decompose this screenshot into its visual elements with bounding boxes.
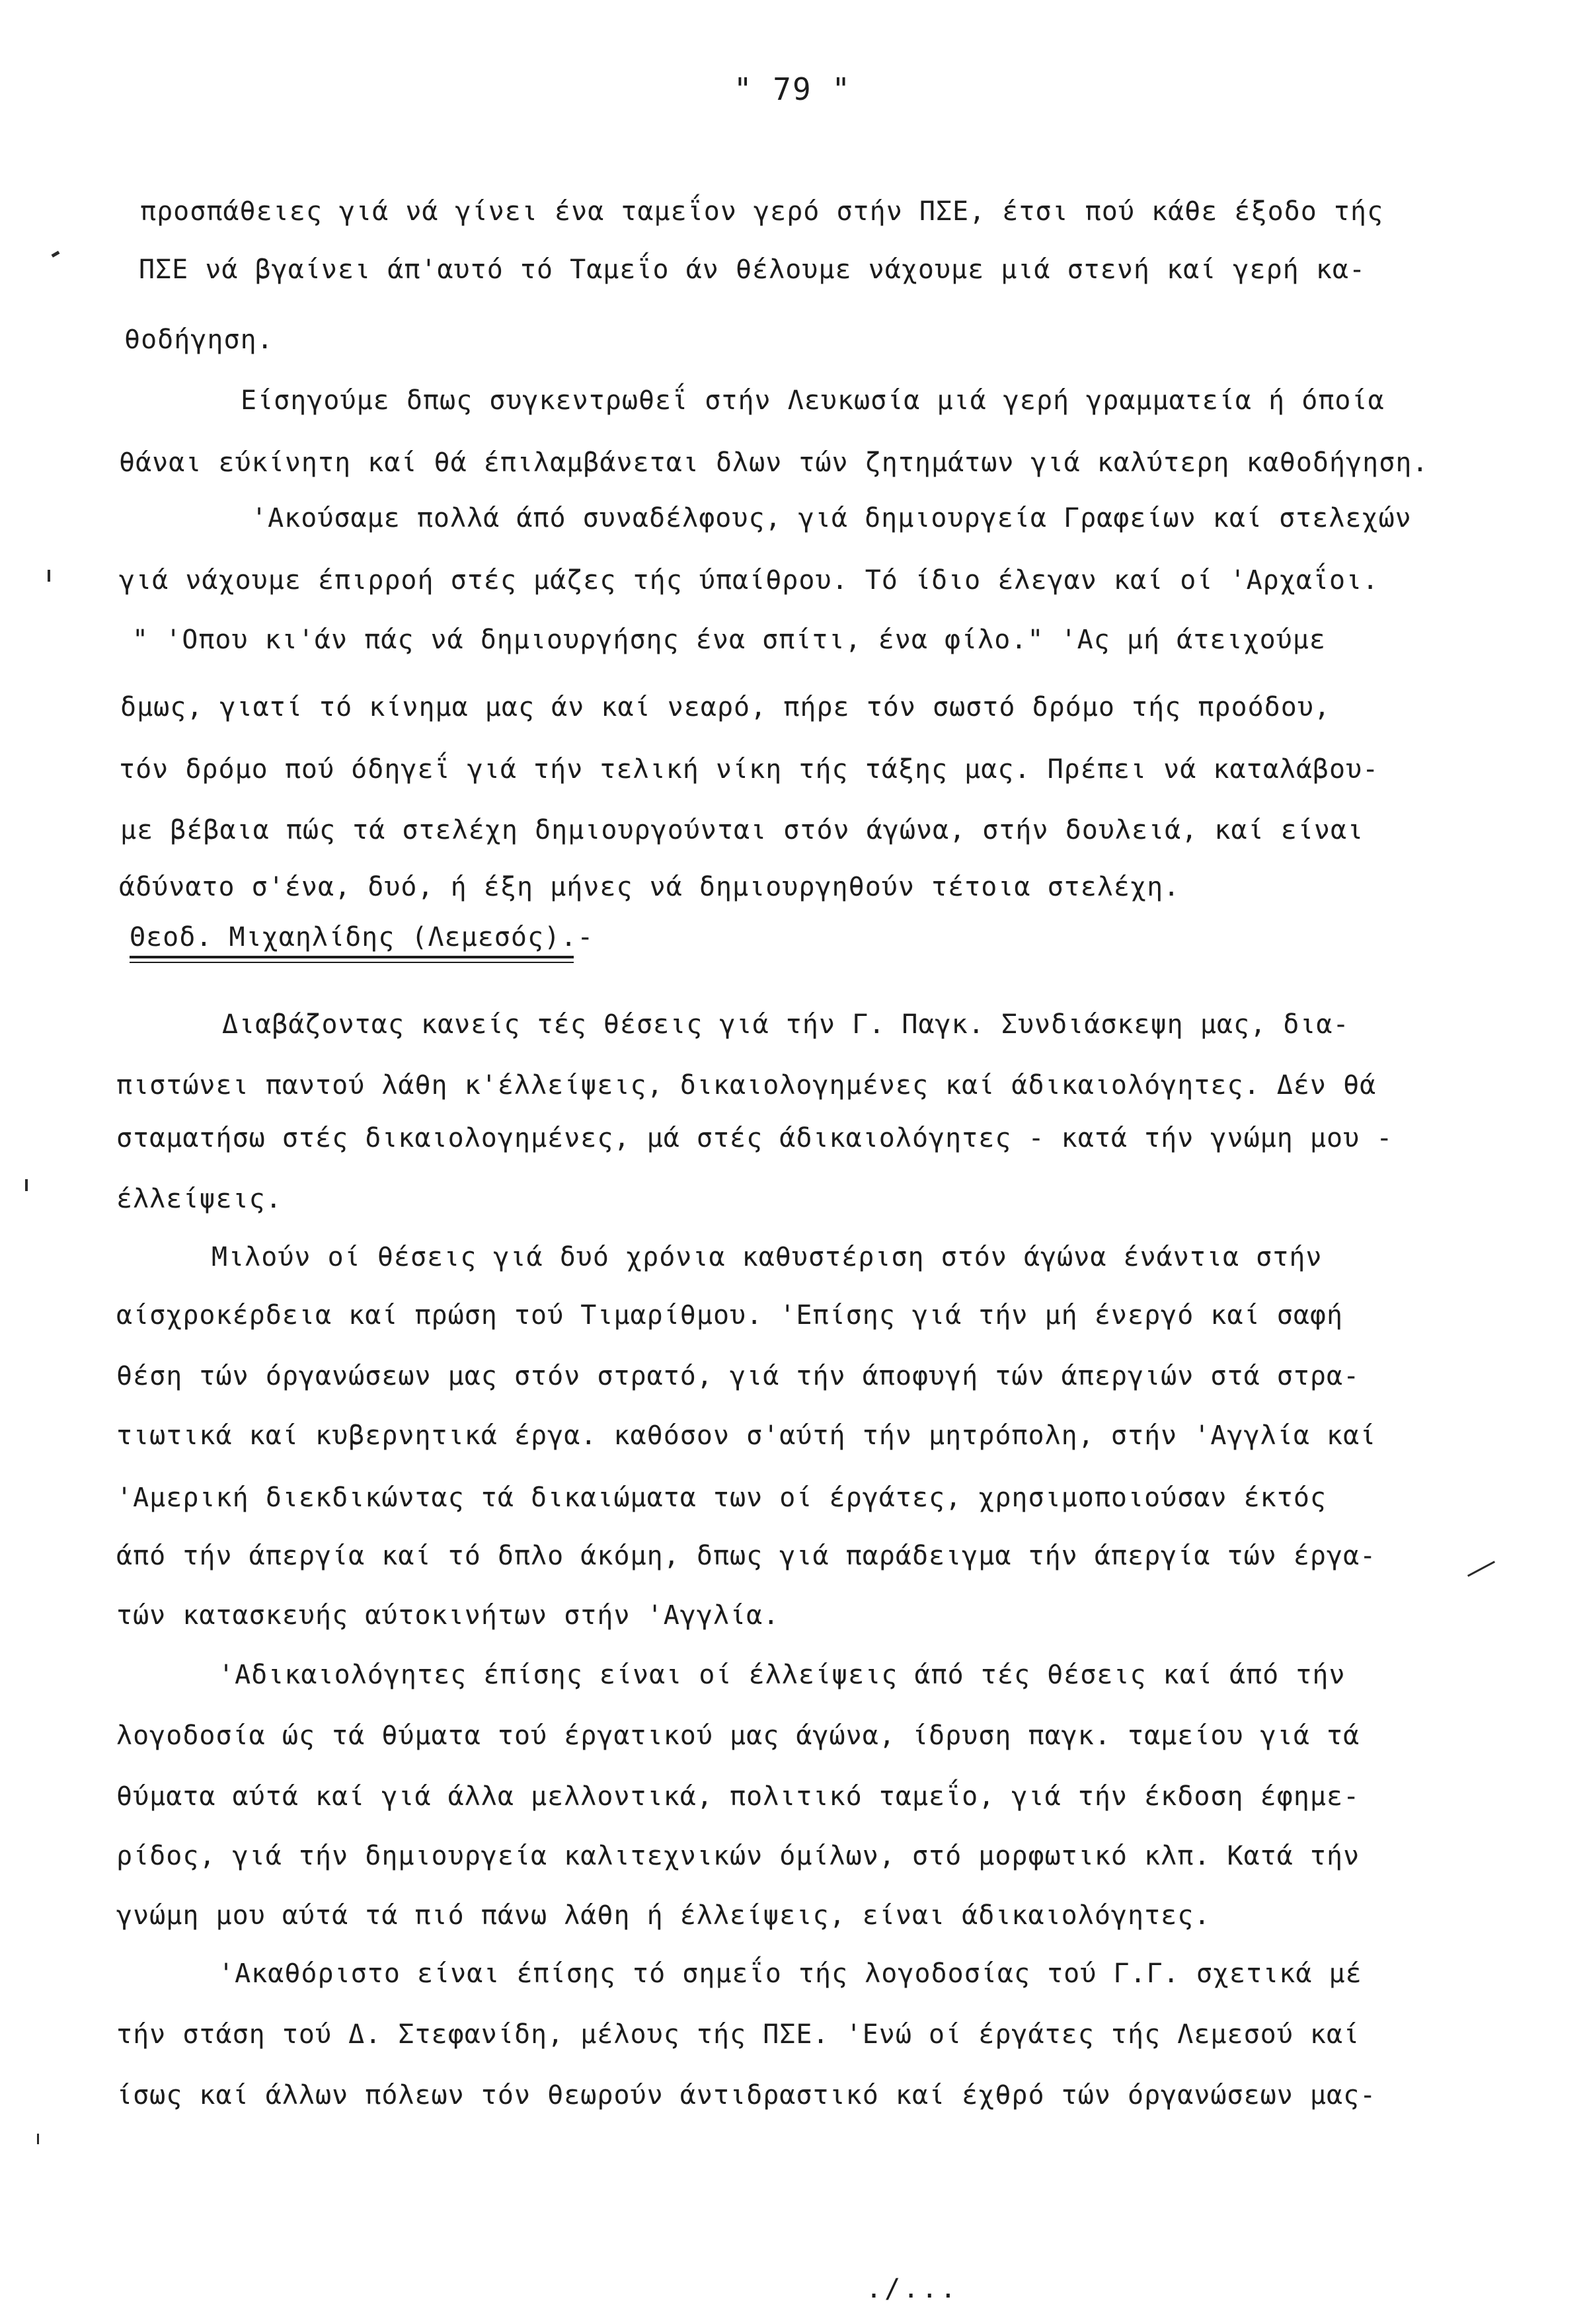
text-line: ρίδος, γιά τήν δημιουργεία καλιτεχνικών όμίλων, στό μορφωτικό κλπ. Κατά τήν [116,1841,1360,1871]
text-line: θάναι εύκίνητη καί θά έπιλαμβάνεται δλων τών ζητημάτων γιά καλύτερη καθοδήγηση. [119,447,1429,478]
margin-mark [37,2134,39,2144]
page-number: " 79 " [733,71,852,107]
text-line: θύματα αύτά καί γιά άλλα μελλοντικά, πολιτικό ταμεΐο, γιά τήν έκδοση έφημε- [116,1781,1360,1812]
speaker-underline [130,956,574,958]
text-line: " 'Οπου κι'άν πάς νά δημιουργήσης ένα σπίτι, ένα φίλο." 'Ας μή άτειχούμε [132,625,1326,655]
text-line: σταματήσω στές δικαιολογημένες, μά στές άδικαιολόγητες - κατά τήν γνώμη μου - [116,1123,1393,1153]
text-line: Μιλούν οί θέσεις γιά δυό χρόνια καθυστέριση στόν άγώνα ένάντια στήν [212,1242,1323,1272]
text-line: άπό τήν άπεργία καί τό δπλο άκόμη, δπως γιά παράδειγμα τήν άπεργία τών έργα- [116,1541,1377,1571]
text-line: ίσως καί άλλων πόλεων τόν θεωρούν άντιδραστικό καί έχθρό τών όργανώσεων μας- [116,2080,1377,2111]
text-line: τήν στάση τού Δ. Στεφανίδη, μέλους τής ΠΣΕ. 'Ενώ οί έργάτες τής Λεμεσού καί [116,2019,1360,2050]
text-line: τόν δρόμο πού όδηγεΐ γιά τήν τελική νίκη τής τάξης μας. Πρέπει νά καταλάβου- [119,754,1379,785]
speaker-underline [130,962,574,963]
text-line: 'Αμερική διεκδικώντας τά δικαιώματα των οί έργάτες, χρησιμοποιούσαν έκτός [116,1483,1327,1513]
margin-mark [25,1179,28,1191]
text-line: αίσχροκέρδεια καί πρώση τού Τιμαρίθμου. 'Επίσης γιά τήν μή ένεργό καί σαφή [116,1300,1344,1331]
text-line: 'Ακούσαμε πολλά άπό συναδέλφους, γιά δημιουργεία Γραφείων καί στελεχών [251,503,1412,533]
text-line: Είσηγούμε δπως συγκεντρωθεΐ στήν Λευκωσία μιά γερή γραμματεία ή όποία [241,385,1385,416]
text-line: με βέβαια πώς τά στελέχη δημιουργούνται στόν άγώνα, στήν δουλειά, καί είναι [120,815,1364,845]
text-line: τιωτικά καί κυβερνητικά έργα. καθόσον σ'αύτή τήν μητρόπολη, στήν 'Αγγλία καί [116,1420,1377,1451]
text-line: τών κατασκευής αύτοκινήτων στήν 'Αγγλία. [116,1600,780,1631]
margin-mark [1467,1561,1495,1576]
margin-mark [52,251,60,257]
text-line: γνώμη μου αύτά τά πιό πάνω λάθη ή έλλείψεις, είναι άδικαιολόγητες. [116,1900,1211,1931]
continuation-mark: ./... [866,2274,959,2304]
text-line: δμως, γιατί τό κίνημα μας άν καί νεαρό, πήρε τόν σωστό δρόμο τής προόδου, [120,692,1331,722]
margin-mark [48,570,50,582]
text-line: γιά νάχουμε έπιρροή στές μάζες τής ύπαίθρου. Τό ίδιο έλεγαν καί οί 'Αρχαΐοι. [119,565,1379,596]
text-line: πιστώνει παντού λάθη κ'έλλείψεις, δικαιολογημένες καί άδικαιολόγητες. Δέν θά [116,1070,1377,1101]
text-line: λογοδοσία ώς τά θύματα τού έργατικού μας άγώνα, ίδρυση παγκ. ταμείου γιά τά [116,1721,1360,1751]
text-line: θοδήγηση. [124,325,274,355]
text-line: 'Αδικαιολόγητες έπίσης είναι οί έλλείψεις άπό τές θέσεις καί άπό τήν [218,1660,1346,1690]
text-line: προσπάθειες γιά νά γίνει ένα ταμεΐον γερό στήν ΠΣΕ, έτσι πού κάθε έξοδο τής [140,196,1384,227]
text-line: θέση τών όργανώσεων μας στόν στρατό, γιά τήν άποφυγή τών άπεργιών στά στρα- [116,1361,1360,1391]
text-line: 'Ακαθόριστο είναι έπίσης τό σημεΐο τής λογοδοσίας τού Γ.Γ. σχετικά μέ [218,1958,1362,1989]
speaker-heading: Θεοδ. Μιχαηλίδης (Λεμεσός).- [130,922,594,952]
text-line: Διαβάζοντας κανείς τές θέσεις γιά τήν Γ. Παγκ. Συνδιάσκεψη μας, δια- [222,1009,1350,1040]
text-line: έλλείψεις. [116,1184,282,1214]
text-line: ΠΣΕ νά βγαίνει άπ'αυτό τό Ταμεΐο άν θέλουμε νάχουμε μιά στενή καί γερή κα- [139,254,1366,285]
text-line: άδύνατο σ'ένα, δυό, ή έξη μήνες νά δημιουργηθούν τέτοια στελέχη. [119,872,1180,902]
